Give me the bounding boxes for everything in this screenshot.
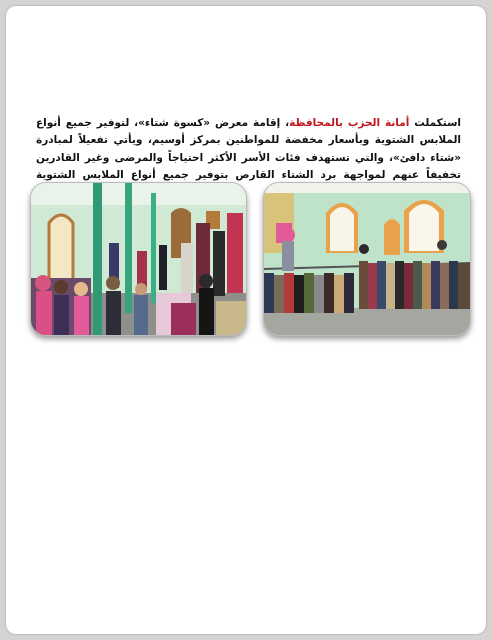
article-lead: استكملت	[414, 116, 461, 129]
exhibition-photo-right	[263, 182, 471, 336]
document-page	[6, 6, 486, 634]
article-highlight: أمانة الحزب بالمحافظة	[289, 116, 410, 129]
exhibition-photo-left	[30, 182, 247, 336]
article-body: ، إقامة معرض «كسوة شتاء»، لتوفير جميع أنواع الملابس الشتوية وبأسعار مخفضة للمواطنين بمركز أوسيم، ويأتي تفعيلاً لمبادرة «شتاء دافئ»، والتي تستهدف فئات الأسر الأكثر احتياجاً والمرضى وغير القادرين تخفيفاً عنهم لمواجهة برد الشتاء القارص بتوفير جميع أنواع الملابس الشتوية	[36, 116, 461, 182]
